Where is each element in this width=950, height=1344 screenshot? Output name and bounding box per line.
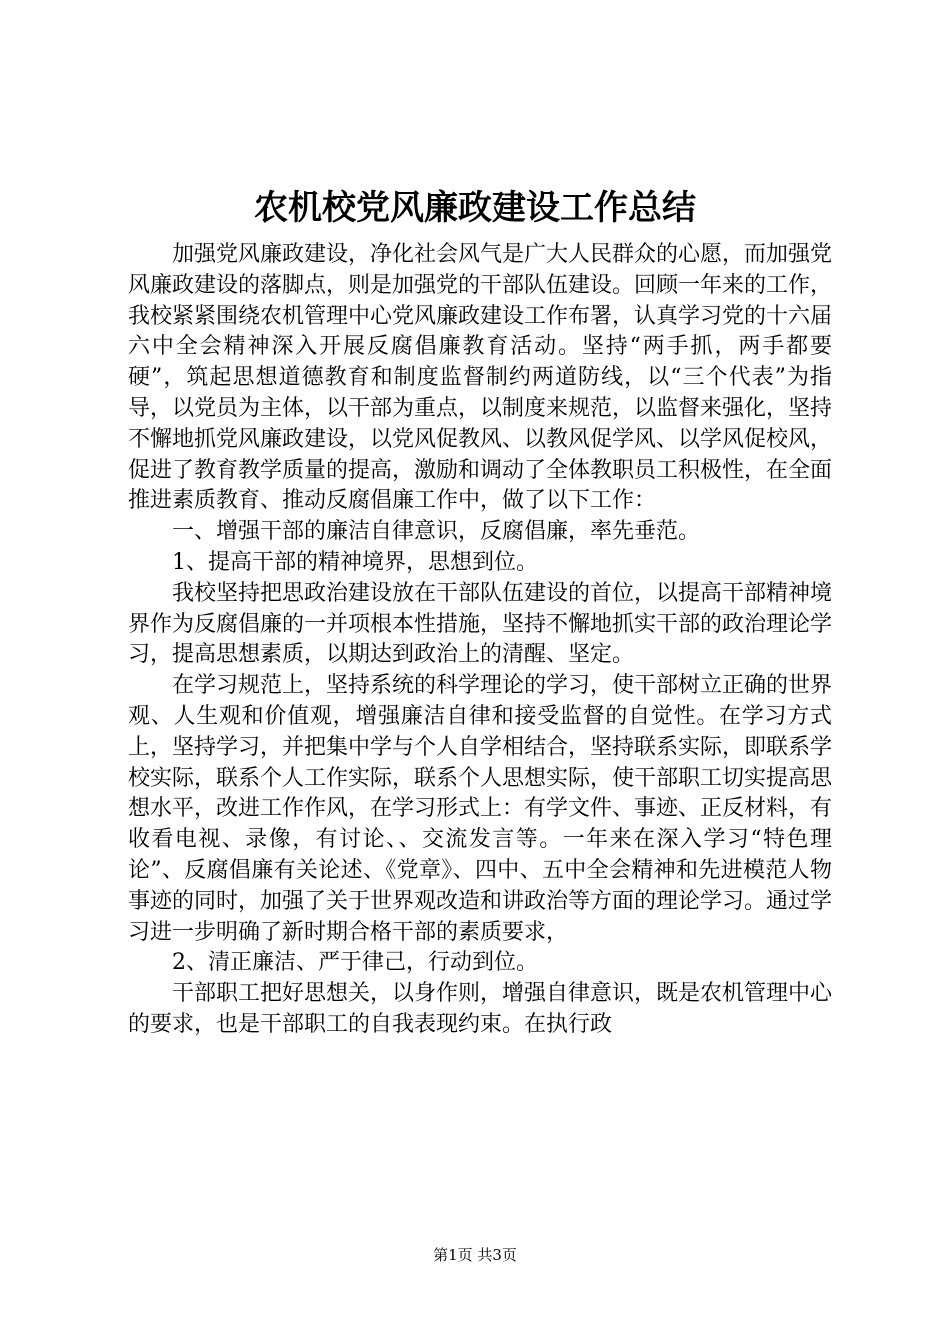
page-title: 农机校党风廉政建设工作总结 (254, 188, 696, 228)
section-heading-1: 一、增强干部的廉洁自律意识，反腐倡廉，率先垂范。 (172, 519, 701, 545)
paragraph: 在学习规范上，坚持系统的科学理论的学习，使干部树立正确的世界观、人生观和价值观，增强廉洁自律和接受监督的自觉性。在学习方式上，坚持学习，并把集中学与个人自学相结合，坚持联系实际，即联系学校实际，联系个人工作实际，联系个人思想实际，使干部职工切实提高思想水平，改进工作作风，在学习形式上：有学文件、事迹、正反材料，有收看电视、录像，有讨论、、交流发言等。一年来在深入学习“特色理论”、反腐倡廉有关论述、《党章》、四中、五中全会精神和先进模范人物事迹的同时，加强了关于世界观改造和讲政治等方面的理论学习。通过学习进一步明确了新时期合格干部的素质要求， (128, 673, 833, 945)
paragraph-intro: 加强党风廉政建设，净化社会风气是广大人民群众的心愿，而加强党风廉政建设的落脚点，则是加强党的干部队伍建设。回顾一年来的工作，我校紧紧围绕农机管理中心党风廉政建设工作布署，认真学习党的十六届六中全会精神深入开展反腐倡廉教育活动。坚持“两手抓，两手都要硬”，筑起思想道德教育和制度监督制约两道防线，以“三个代表”为指导，以党员为主体，以干部为重点，以制度来规范，以监督来强化，坚持不懈地抓党风廉政建设，以党风促教风、以教风促学风、以学风促校风，促进了教育教学质量的提高，激励和调动了全体教职员工积极性，在全面推进素质教育、推动反腐倡廉工作中，做了以下工作： (128, 242, 833, 514)
document-body (128, 240, 832, 1041)
subheading-2: 2、清正廉洁、严于律己，行动到位。 (172, 950, 538, 976)
paragraph: 干部职工把好思想关，以身作则，增强自律意识，既是农机管理中心的要求，也是干部职工的自我表现约束。在执行政 (128, 981, 833, 1037)
page-footer: 第1页 共3页 (433, 1246, 517, 1264)
paragraph: 我校坚持把思政治建设放在干部队伍建设的首位，以提高干部精神境界作为反腐倡廉的一并项根本性措施，坚持不懈地抓实干部的政治理论学习，提高思想素质，以期达到政治上的清醒、坚定。 (128, 580, 833, 668)
subheading-1: 1、提高干部的精神境界，思想到位。 (172, 549, 538, 575)
